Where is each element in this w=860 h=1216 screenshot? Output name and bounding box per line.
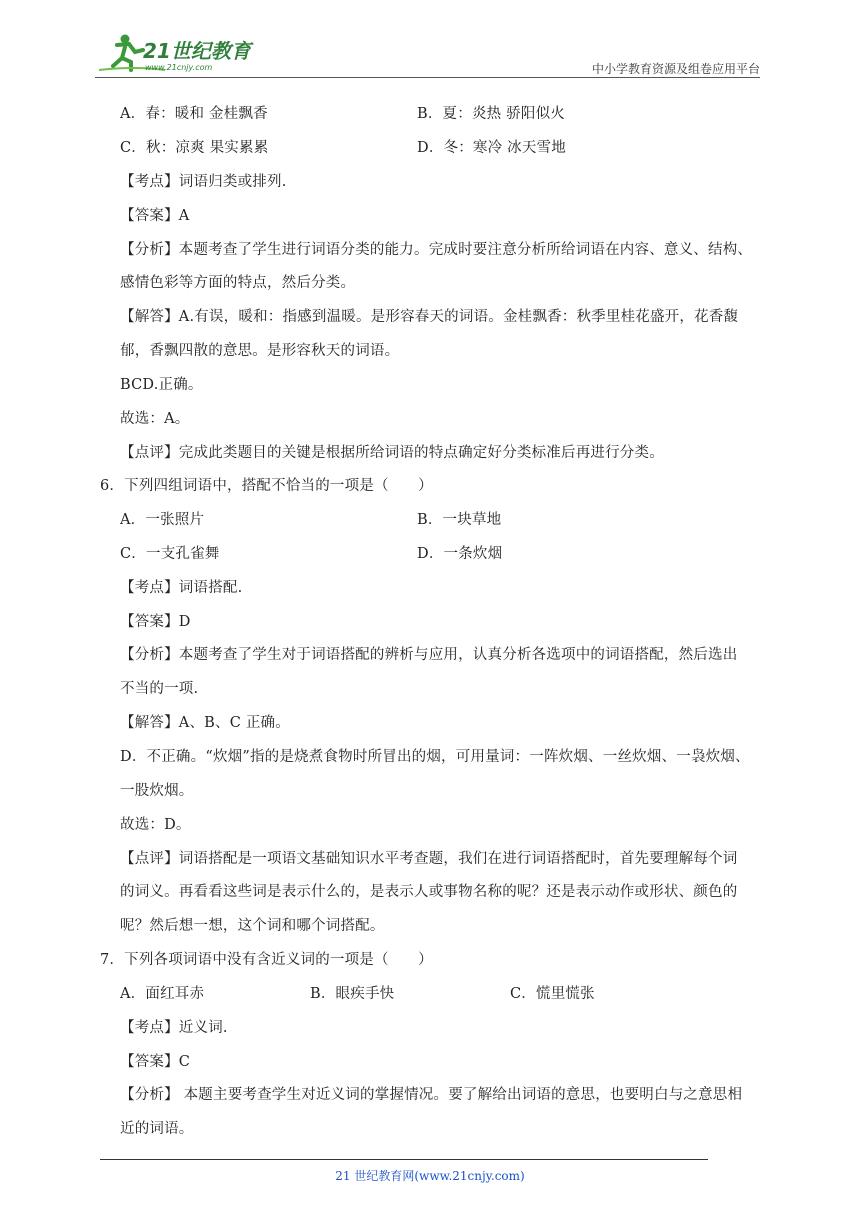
q5-analysis-line2: 感情色彩等方面的特点，然后分类。 — [120, 275, 356, 291]
q5-comment: 【点评】完成此类题目的关键是根据所给词语的特点确定好分类标准后再进行分类。 — [120, 445, 664, 461]
q7-option-b: B．眼疾手快 — [310, 986, 395, 1002]
header-platform-name: 中小学教育资源及组卷应用平台 — [591, 62, 760, 76]
q6-option-c: C．一支孔雀舞 — [120, 546, 220, 562]
q7-answer: 【答案】C — [120, 1054, 191, 1070]
q6-comment-line2: 的词义。再看看这些词是表示什么的，是表示人或事物名称的呢？还是表示动作或形状、颜色的 — [120, 884, 738, 900]
footer-divider — [100, 1159, 708, 1160]
q6-solution-line2: D．不正确。“炊烟”指的是烧煮食物时所冒出的烟，可用量词：一阵炊烟、一丝炊烟、一袅炊烟、 — [120, 749, 750, 765]
q6-solution-line4: 故选：D。 — [120, 817, 191, 833]
footer-link[interactable]: 21 世纪教育网(www.21cnjy.com) — [335, 1169, 525, 1183]
header-divider — [95, 77, 760, 78]
q5-solution-line4: 故选：A。 — [120, 411, 190, 427]
q6-option-b: B．一块草地 — [417, 512, 502, 528]
q6-solution-line3: 一股炊烟。 — [120, 783, 194, 799]
q7-analysis-line2: 近的词语。 — [120, 1121, 194, 1137]
q6-stem: 6．下列四组词语中，搭配不恰当的一项是（ ） — [100, 478, 433, 494]
q5-solution-line3: BCD.正确。 — [120, 377, 203, 393]
q6-analysis-line1: 【分析】本题考查了学生对于词语搭配的辨析与应用，认真分析各选项中的词语搭配，然后选出 — [120, 647, 738, 663]
q5-answer: 【答案】A — [120, 208, 190, 224]
page-header — [95, 30, 760, 80]
q7-kaodian: 【考点】近义词. — [120, 1020, 228, 1036]
site-logo — [95, 30, 265, 76]
q6-analysis-line2: 不当的一项. — [120, 681, 199, 697]
q5-option-d: D．冬：寒冷 冰天雪地 — [417, 140, 566, 156]
svg-text:21世纪教育: 21世纪教育 — [143, 39, 251, 63]
q5-solution-line2: 郁，香飘四散的意思。是形容秋天的词语。 — [120, 343, 400, 359]
svg-text:www.21cnjy.com: www.21cnjy.com — [145, 63, 213, 72]
q7-analysis-line1: 【分析】 本题主要考查学生对近义词的掌握情况。要了解给出词语的意思，也要明白与之意思相 — [120, 1087, 743, 1103]
q7-option-c: C．慌里慌张 — [510, 986, 595, 1002]
q6-option-a: A．一张照片 — [120, 512, 205, 528]
q5-kaodian: 【考点】词语归类或排列. — [120, 174, 287, 190]
q6-option-d: D．一条炊烟 — [417, 546, 503, 562]
q7-option-a: A．面红耳赤 — [120, 986, 205, 1002]
q5-option-b: B．夏：炎热 骄阳似火 — [417, 106, 565, 122]
q6-answer: 【答案】D — [120, 614, 191, 630]
q5-solution-line1: 【解答】A.有误，暖和：指感到温暖。是形容春天的词语。金桂飘香：秋季里桂花盛开，花香馥 — [120, 309, 739, 325]
q5-option-c: C．秋：凉爽 果实累累 — [120, 140, 269, 156]
q7-stem: 7．下列各项词语中没有含近义词的一项是（ ） — [100, 952, 433, 968]
q5-option-a: A．春：暖和 金桂飘香 — [120, 106, 268, 122]
q6-solution-line1: 【解答】A、B、C 正确。 — [120, 715, 290, 731]
q6-comment-line3: 呢？然后想一想，这个词和哪个词搭配。 — [120, 918, 385, 934]
q6-comment-line1: 【点评】词语搭配是一项语文基础知识水平考查题，我们在进行词语搭配时，首先要理解每个词 — [120, 851, 738, 867]
q6-kaodian: 【考点】词语搭配. — [120, 580, 243, 596]
q5-analysis-line1: 【分析】本题考查了学生进行词语分类的能力。完成时要注意分析所给词语在内容、意义、结构、 — [120, 242, 753, 258]
